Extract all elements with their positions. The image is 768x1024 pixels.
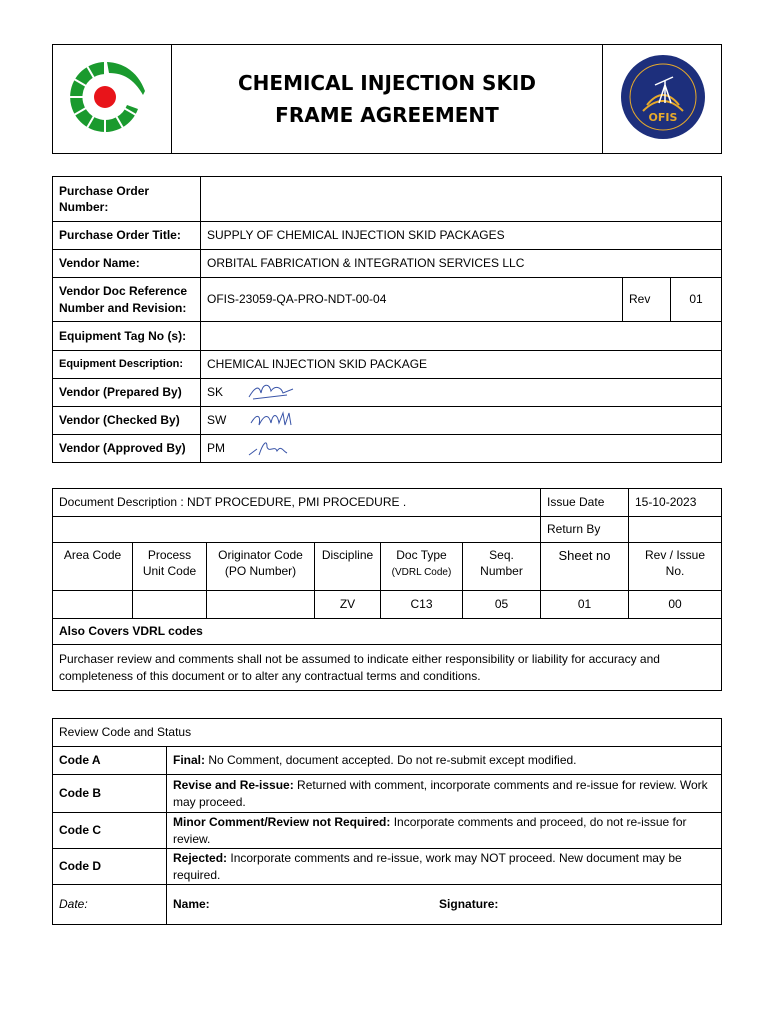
vendor-name-value: ORBITAL FABRICATION & INTEGRATION SERVICES LLC	[201, 250, 722, 278]
checked-by-initials: SW	[207, 413, 227, 428]
col-process-unit: Process Unit Code	[133, 543, 207, 591]
review-row-c	[53, 813, 722, 849]
date-label: Date:	[53, 885, 167, 925]
signature-icon	[247, 409, 297, 431]
review-row-d	[53, 849, 722, 885]
doc-type-value: C13	[381, 591, 463, 619]
code-d-status: Rejected:	[173, 851, 228, 866]
col-vdrl-code: (VDRL Code)	[391, 567, 452, 579]
doc-ref-value: OFIS-23059-QA-PRO-NDT-00-04	[201, 278, 623, 322]
prepared-by-label: Vendor (Prepared By)	[53, 379, 201, 407]
sheet-no-value: 01	[541, 591, 629, 619]
po-row-description	[53, 351, 722, 379]
code-a-status: Final:	[173, 753, 205, 768]
code-a-text: No Comment, document accepted. Do not re-submit except modified.	[205, 753, 577, 768]
left-logo-cell	[53, 45, 172, 154]
doc-values-row	[53, 591, 722, 619]
col-doc-type-label: Doc Type	[396, 548, 447, 562]
po-title-value: SUPPLY OF CHEMICAL INJECTION SKID PACKAGES	[201, 222, 722, 250]
po-row-approved	[53, 435, 722, 463]
signature-icon	[247, 437, 297, 459]
code-d-label: Code D	[53, 849, 167, 885]
col-originator: Originator Code (PO Number)	[207, 543, 315, 591]
po-row-checked	[53, 407, 722, 435]
title-line-1: CHEMICAL INJECTION SKID	[238, 71, 536, 96]
review-row-b	[53, 775, 722, 813]
approved-by-label: Vendor (Approved By)	[53, 435, 201, 463]
approved-by-cell	[201, 435, 722, 463]
po-number-value	[201, 177, 722, 222]
document-description: Document Description : NDT PROCEDURE, PMI PROCEDURE .	[53, 489, 541, 517]
rev-label: Rev	[623, 278, 671, 322]
equipment-description-label: Equipment Description:	[53, 351, 201, 379]
review-table	[52, 718, 721, 925]
po-row-number	[53, 177, 722, 222]
col-seq-number: Seq. Number	[463, 543, 541, 591]
prepared-by-cell	[201, 379, 722, 407]
code-c-label: Code C	[53, 813, 167, 849]
code-d-desc	[167, 849, 722, 885]
checked-by-cell	[201, 407, 722, 435]
signature-icon	[247, 381, 297, 403]
code-c-text: Incorporate comments and proceed, do not re-issue for review.	[173, 815, 687, 846]
code-c-status: Minor Comment/Review not Required:	[173, 815, 391, 830]
doc-ref-label: Vendor Doc Reference Number and Revision:	[53, 278, 201, 322]
col-discipline: Discipline	[315, 543, 381, 591]
col-sheet-no: Sheet no	[541, 543, 629, 591]
po-row-tag	[53, 322, 722, 351]
name-signature-cell	[167, 885, 722, 925]
code-a-desc	[167, 747, 722, 775]
po-row-title	[53, 222, 722, 250]
area-code-value	[53, 591, 133, 619]
issue-date-label: Issue Date	[541, 489, 629, 517]
code-b-desc	[167, 775, 722, 813]
return-by-value	[629, 517, 722, 543]
code-b-label: Code B	[53, 775, 167, 813]
discipline-value: ZV	[315, 591, 381, 619]
equipment-description-value: CHEMICAL INJECTION SKID PACKAGE	[201, 351, 722, 379]
company-logo-icon	[53, 45, 172, 149]
document-title	[172, 45, 603, 154]
approved-by-initials: PM	[207, 441, 225, 456]
vendor-name-label: Vendor Name:	[53, 250, 201, 278]
po-row-prepared	[53, 379, 722, 407]
code-b-status: Revise and Re-issue:	[173, 778, 294, 793]
review-heading: Review Code and Status	[53, 719, 722, 747]
po-row-vendor	[53, 250, 722, 278]
ofis-logo-text: OFIS	[648, 111, 678, 124]
document-table	[52, 488, 721, 691]
equipment-tag-label: Equipment Tag No (s):	[53, 322, 201, 351]
disclaimer-text: Purchaser review and comments shall not be assumed to indicate either responsibility or liability for accuracy and completeness of this document or to alter any contractual terms and conditions.	[53, 645, 722, 691]
name-label: Name:	[173, 897, 210, 912]
process-unit-value	[133, 591, 207, 619]
right-logo-cell	[603, 45, 722, 154]
prepared-by-initials: SK	[207, 385, 224, 400]
code-c-desc	[167, 813, 722, 849]
seq-number-value: 05	[463, 591, 541, 619]
originator-value	[207, 591, 315, 619]
po-row-docref	[53, 278, 722, 322]
equipment-tag-value	[201, 322, 722, 351]
checked-by-label: Vendor (Checked By)	[53, 407, 201, 435]
code-b-text: Returned with comment, incorporate comments and re-issue for review. Work may proceed.	[173, 778, 708, 809]
also-covers-label: Also Covers VDRL codes	[53, 619, 722, 645]
code-d-text: Incorporate comments and re-issue, work may NOT proceed. New document may be required.	[173, 851, 682, 882]
issue-date-value: 15-10-2023	[629, 489, 722, 517]
header-block	[52, 44, 721, 150]
po-number-label: Purchase Order Number:	[53, 177, 201, 222]
document-description-cont	[53, 517, 541, 543]
col-rev-issue: Rev / Issue No.	[629, 543, 722, 591]
col-area-code: Area Code	[53, 543, 133, 591]
signature-label: Signature:	[439, 897, 499, 912]
po-title-label: Purchase Order Title:	[53, 222, 201, 250]
title-line-2: FRAME AGREEMENT	[275, 103, 499, 128]
po-table	[52, 176, 721, 463]
review-row-date	[53, 885, 722, 925]
ofis-logo-icon	[603, 45, 722, 149]
col-doc-type	[381, 543, 463, 591]
doc-columns-row	[53, 543, 722, 591]
code-a-label: Code A	[53, 747, 167, 775]
return-by-label: Return By	[541, 517, 629, 543]
rev-issue-value: 00	[629, 591, 722, 619]
rev-value: 01	[671, 278, 722, 322]
review-row-a	[53, 747, 722, 775]
